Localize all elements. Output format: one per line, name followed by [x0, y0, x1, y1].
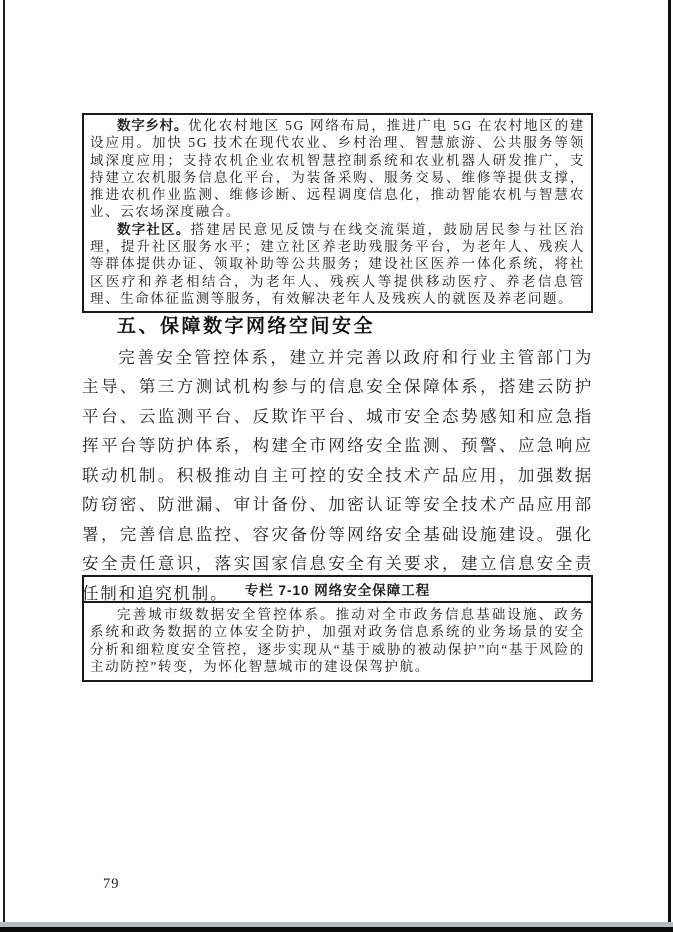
section-body-paragraph: 完善安全管控体系，建立并完善以政府和行业主管部门为主导、第三方测试机构参与的信息安全保障体系，搭建云防护平台、云监测平台、反欺诈平台、城市安全态势感知和应急指挥平台等防护体系，构建全市网络安全监测、预警、应急响应联动机制。积极推动自主可控的安全技术产品应用，加强数据防窃密、防泄漏、审计备份、加密认证等安全技术产品应用部署，完善信息监控、容灾备份等网络安全基础设施建设。强化安全责任意识，落实国家信息安全有关要求，建立信息安全责任制和追究机制。 — [82, 347, 593, 603]
digital-community-lead: 数字社区。 — [117, 221, 191, 237]
digital-village-paragraph — [90, 117, 585, 221]
page-right-border — [668, 0, 671, 932]
digital-village-lead: 数字乡村。 — [117, 118, 189, 133]
page-bottom-edge-black — [0, 927, 673, 932]
section-heading: 五、保障数字网络空间安全 — [117, 315, 376, 337]
digital-community-text: 搭建居民意见反馈与在线交流渠道，鼓励居民参与社区治理，提升社区服务水平；建立社区养老助残服务平台，为老年人、残疾人等群体提供办证、领取补助等公共服务；建设社区医养一体化系统，将社区医疗和养老相结合，为老年人、残疾人等提供移动医疗、养老信息管理、生命体征监测等服务，有效解决老年人及残疾人的就医及养老问题。 — [90, 221, 586, 306]
project-box-body: 完善城市级数据安全管控体系。推动对全市政务信息基础设施、政务系统和政务数据的立体安全防护，加强对政务信息系统的业务场景的安全分析和细粒度安全管控，逐步实现从“基于威胁的被动保护”向“基于风险的主动防控”转变，为怀化智慧城市的建设保驾护航。 — [90, 607, 585, 674]
network-security-project-box — [82, 575, 593, 682]
page-left-border — [3, 0, 5, 932]
digital-village-text: 优化农村地区 5G 网络布局，推进广电 5G 在农村地区的建设应用。加快 5G 技术在现代农业、乡村治理、智慧旅游、公共服务等领域深度应用；支持农机企业农机智慧控制系统和农业机器人研发推广，支持建立农机服务信息化平台，为装备采购、服务交易、维修等提供支撑，推进农机作业监测、维修诊断、远程调度信息化，推动智能农机与智慧农业、云农场深度融合。 — [90, 118, 586, 220]
digital-village-community-box — [82, 113, 593, 313]
page-number: 79 — [103, 876, 120, 892]
digital-community-paragraph — [90, 221, 585, 307]
project-box-title: 专栏 7-10 网络安全保障工程 — [84, 577, 591, 603]
